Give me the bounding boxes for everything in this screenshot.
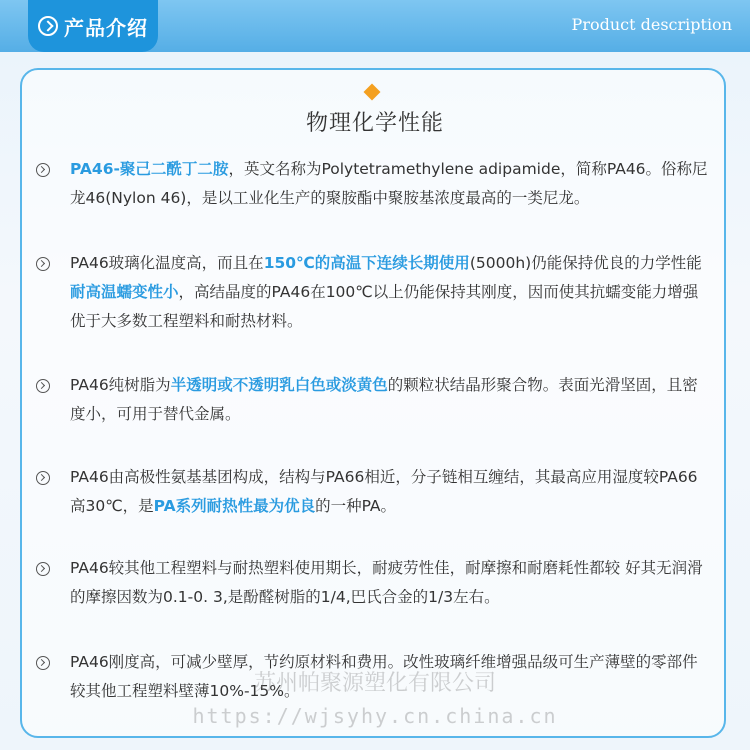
chevron-bullet-icon: [36, 257, 50, 271]
chevron-bullet-icon: [36, 562, 50, 576]
list-item: [36, 158, 716, 213]
paragraph: PA46-聚己二酰丁二胺，英文名称为Polytetramethylene adipamide，简称PA46。俗称尼龙46(Nylon 46)，是以工业化生产的聚胺酯中聚胺基浓度最高的一类尼龙。: [70, 160, 708, 207]
section-title: 物理化学性能: [305, 111, 444, 136]
list-item: [36, 651, 716, 706]
header-banner: [0, 0, 750, 52]
paragraph: PA46刚度高，可减少壁厚，节约原材料和费用。改性玻璃纤维增强品级可生产薄壁的零部件较其他工程塑料壁薄10%-15%。: [70, 653, 698, 700]
chevron-bullet-icon: [36, 163, 50, 177]
watermark-url: https://wjsyhy.cn.china.cn: [192, 704, 558, 728]
chevron-bullet-icon: [36, 656, 50, 670]
list-item: [36, 466, 716, 521]
paragraph: PA46较其他工程塑料与耐热塑料使用期长，耐疲劳性佳，耐摩擦和耐磨耗性都较 好其无润滑的摩擦因数为0.1-0. 3,是酚醛树脂的1/4,巴氏合金的1/3左右。: [70, 559, 703, 606]
header-title: 产品介绍: [64, 15, 148, 40]
chevron-right-circle-icon: [38, 16, 58, 36]
list-item: [36, 374, 716, 429]
paragraph: PA46玻璃化温度高，而且在150℃的高温下连续长期使用(5000h)仍能保持优良的力学性能耐高温蠕变性小，高结晶度的PA46在100℃以上仍能保持其刚度，因而使其抗蠕变能力增强优于大多数工程塑料和耐热材料。: [70, 254, 702, 330]
paragraph: PA46纯树脂为半透明或不透明乳白色或淡黄色的颗粒状结晶形聚合物。表面光滑坚固，且密度小，可用于替代金属。: [70, 376, 698, 423]
chevron-bullet-icon: [36, 471, 50, 485]
chevron-bullet-icon: [36, 379, 50, 393]
watermark-company: 苏州帕聚源塑化有限公司: [253, 671, 496, 696]
header-tab: [28, 0, 158, 52]
list-item: [36, 252, 716, 336]
paragraph: PA46由高极性氨基基团构成，结构与PA66相近，分子链相互缠结，其最高应用湿度较PA66高30℃，是PA系列耐热性最为优良的一种PA。: [70, 468, 698, 515]
list-item: [36, 557, 716, 612]
header-subtitle: Product description: [571, 15, 732, 34]
